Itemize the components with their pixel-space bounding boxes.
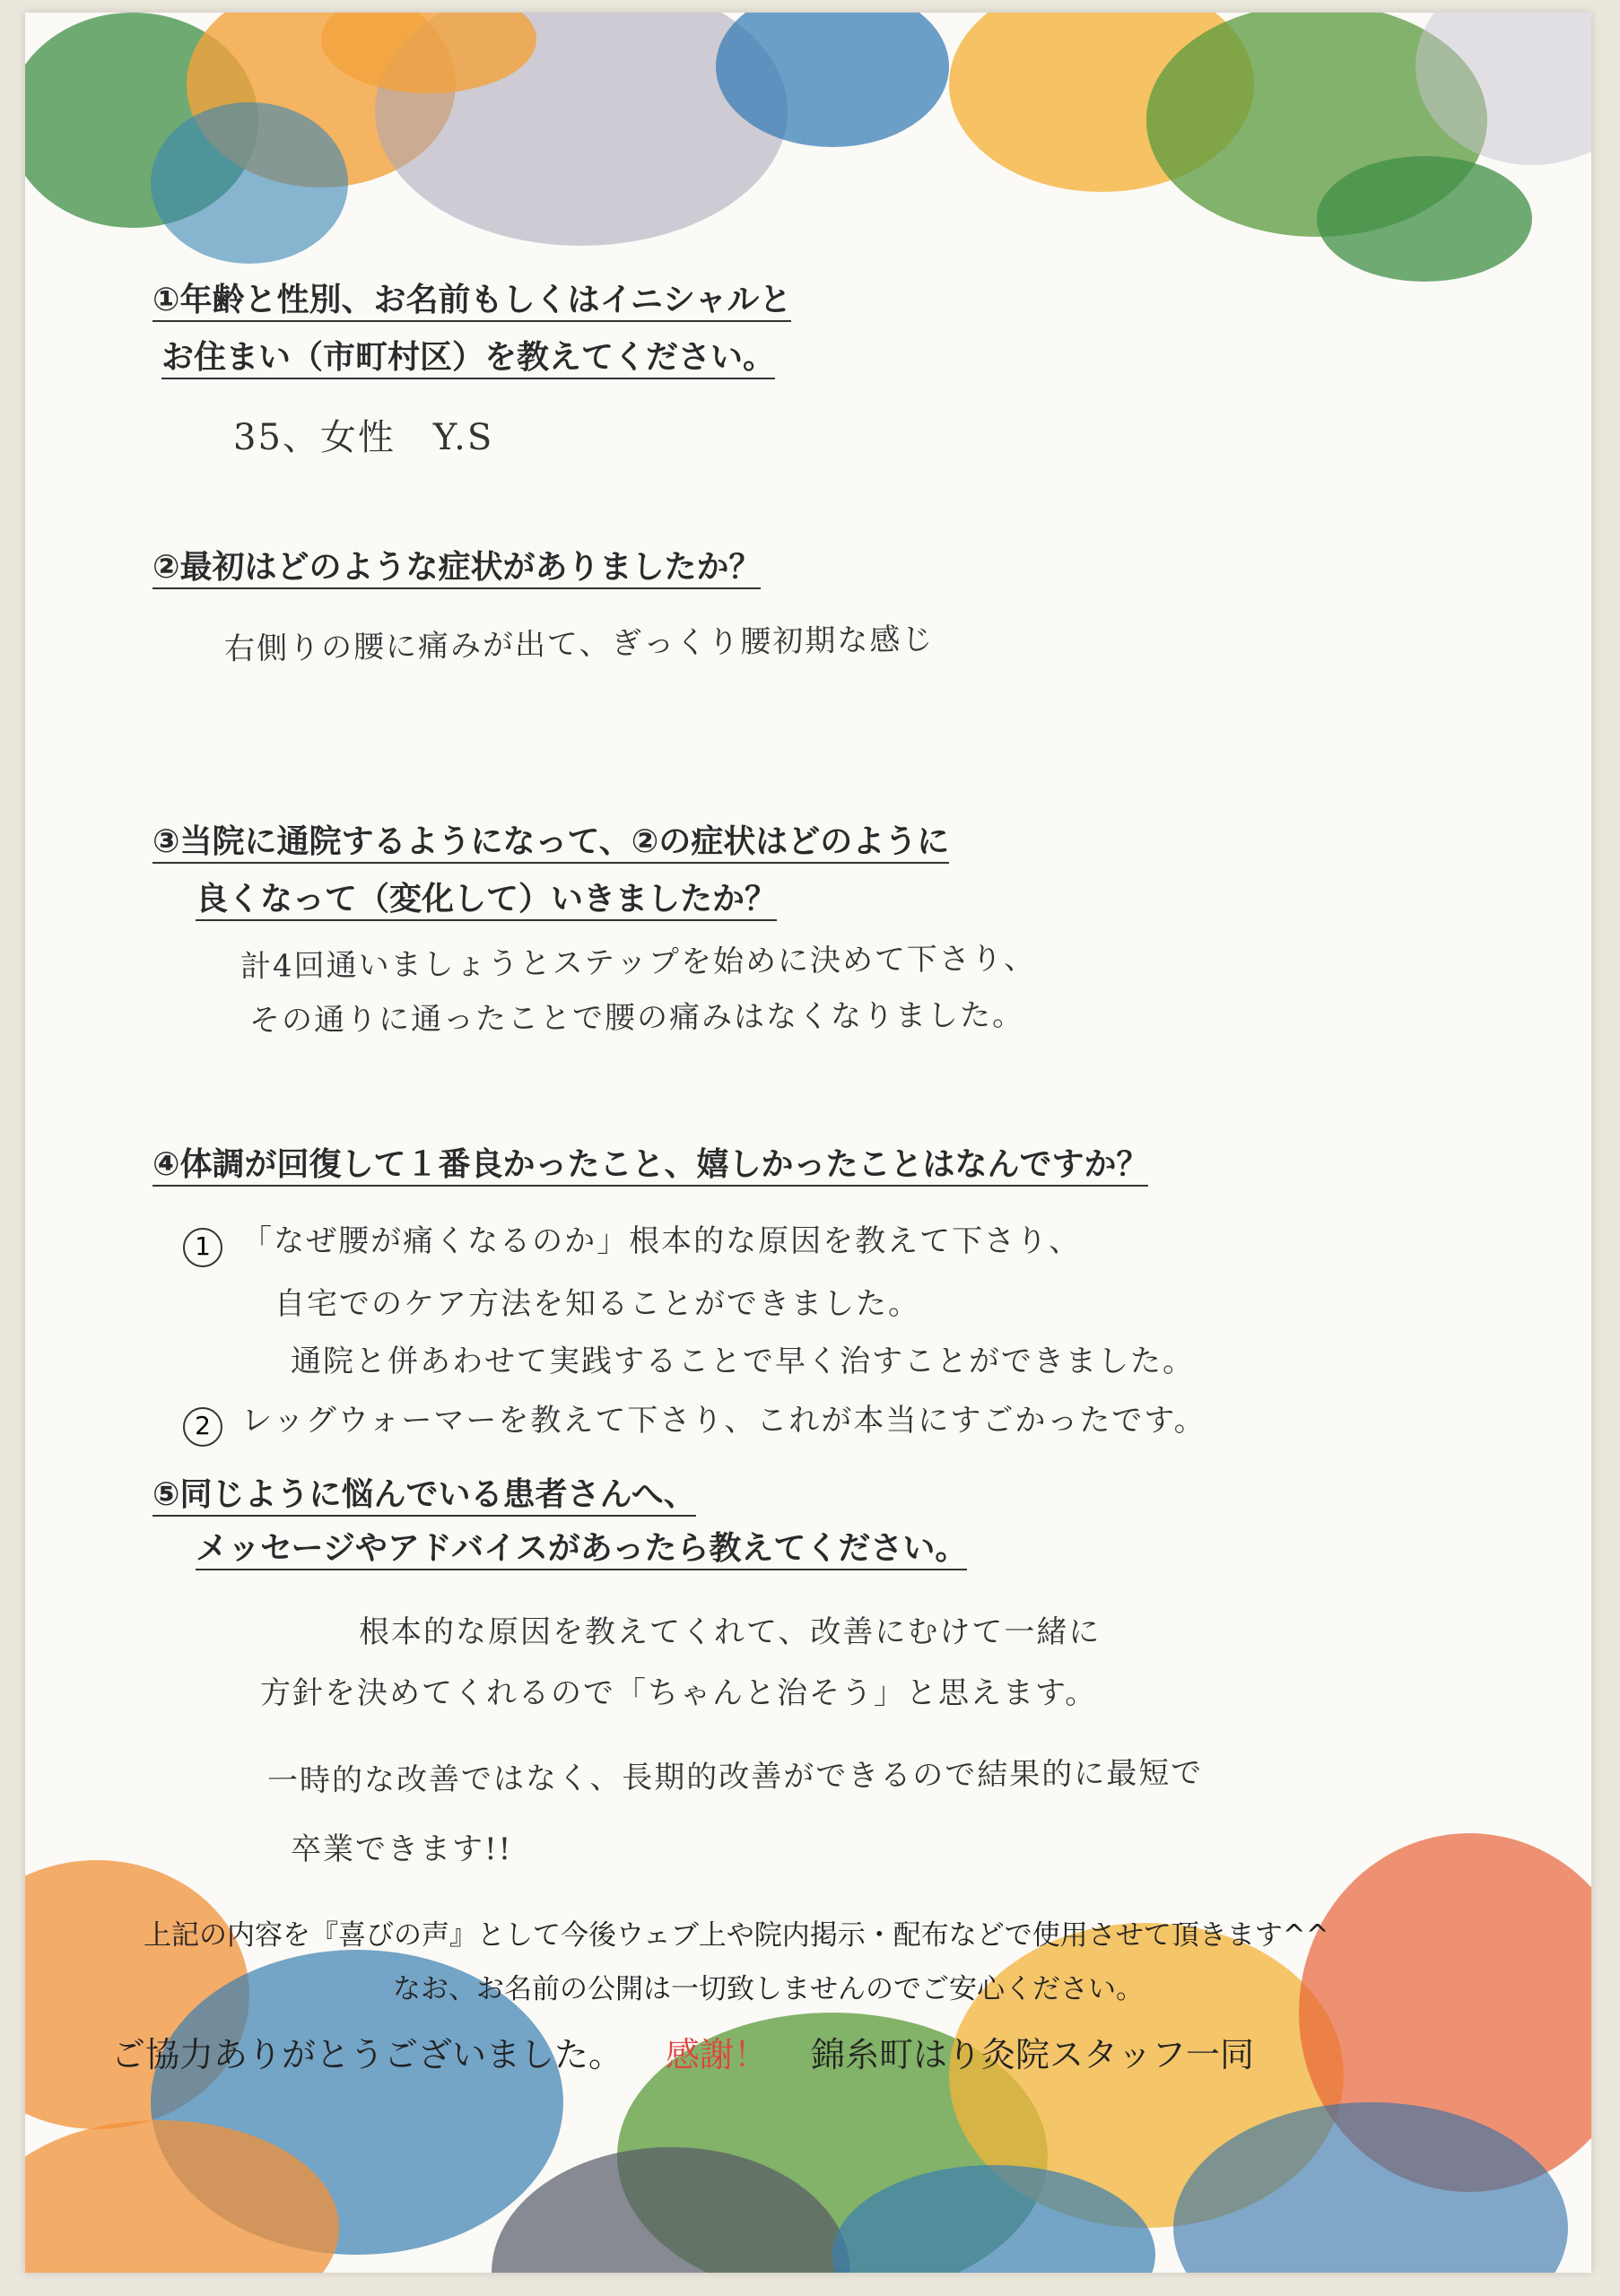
- answer-2: 右側りの腰に痛みが出て、ぎっくり腰初期な感じ: [223, 621, 935, 667]
- usage-notice: 上記の内容を『喜びの声』として今後ウェブ上や院内掲示・配布などで使用させて頂きます^^: [144, 1919, 1329, 1952]
- question-3-line-2: 良くなって（変化して）いきましたか？: [196, 881, 777, 921]
- answer-4-item-1: [183, 1220, 1081, 1267]
- decor-top-circle: [151, 102, 348, 264]
- answer-5-line-3: 一時的な改善ではなく、長期的改善ができるので結果的に最短で: [266, 1754, 1204, 1799]
- question-1-line-1: ①年齢と性別、お名前もしくはイニシャルと: [152, 282, 791, 322]
- question-5-line-1: ⑤同じように悩んでいる患者さんへ、: [152, 1476, 696, 1517]
- thanks-message: ご協力ありがとうございました。: [111, 2035, 623, 2074]
- question-3-line-1: ③当院に通院するようになって、②の症状はどのように: [152, 823, 949, 864]
- questionnaire-sheet: [25, 13, 1591, 2273]
- answer-3-line-1: 計4回通いましょうとステップを始めに決めて下さり、: [240, 940, 1037, 985]
- item-number-1: 1: [183, 1228, 222, 1267]
- decor-top-circle: [1317, 156, 1532, 282]
- answer-1: 35、女性 Y.S: [233, 417, 494, 458]
- gratitude-label: 感謝！: [666, 2035, 769, 2074]
- item-number-2: 2: [183, 1407, 222, 1447]
- clinic-signature: 錦糸町はり灸院スタッフ一同: [811, 2035, 1255, 2074]
- privacy-notice: なお、お名前の公開は一切致しませんのでご安心ください。: [393, 1973, 1144, 2005]
- question-5-line-2: メッセージやアドバイスがあったら教えてください。: [196, 1530, 967, 1570]
- answer-3-line-2: その通りに通ったことで腰の痛みはなくなりました。: [248, 996, 1025, 1039]
- answer-4-item-1-line-2: 自宅でのケア方法を知ることができました。: [274, 1286, 920, 1322]
- answer-5-line-2: 方針を決めてくれるので「ちゃんと治そう」と思えます。: [260, 1675, 1098, 1711]
- answer-4-item-1-line-3: 通院と併あわせて実践することで早く治すことができました。: [291, 1344, 1195, 1379]
- answer-5-line-1: 根本的な原因を教えてくれて、改善にむけて一緒に: [359, 1614, 1102, 1650]
- answer-4-item-1-line-1: 「なぜ腰が痛くなるのか」根本的な原因を教えて下さり、: [241, 1223, 1082, 1259]
- answer-5-line-4: 卒業できます!!: [291, 1831, 513, 1867]
- question-2-line-1: ②最初はどのような症状がありましたか？: [152, 549, 761, 589]
- question-1-line-2: お住まい（市町村区）を教えてください。: [161, 339, 775, 379]
- watercolor-decoration-top: [25, 13, 1591, 282]
- answer-4-item-2-line: レッグウォーマーを教えて下さり、これが本当にすごかったです。: [241, 1403, 1206, 1439]
- thanks-line: [111, 2027, 1254, 2076]
- question-4-line-1: ④体調が回復して１番良かったこと、嬉しかったことはなんですか？: [152, 1146, 1148, 1187]
- answer-4-item-2: [183, 1399, 1206, 1447]
